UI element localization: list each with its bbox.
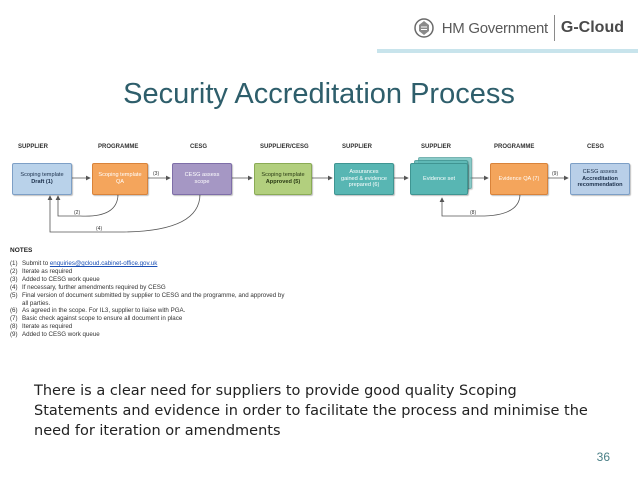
note-number: (6): [10, 307, 18, 315]
iterate-arrow: [442, 194, 520, 216]
box-label: Approved (5): [265, 179, 301, 185]
note-text: As agreed in the scope. For IL3, supplier to liaise with PGA.: [22, 307, 186, 315]
box-label: recommendation: [577, 182, 623, 189]
note-number: (7): [10, 315, 18, 323]
note-text: Added to CESG work queue: [22, 331, 100, 339]
note-number: (8): [10, 323, 18, 331]
scoping-template-approved-box: [254, 163, 312, 195]
evidence-qa-box: [490, 163, 548, 195]
note-text: Added to CESG work queue: [22, 275, 100, 283]
column-header: SUPPLIER: [18, 144, 49, 150]
note-item: [10, 284, 410, 292]
note-item: [10, 260, 410, 268]
box-label: Scoping template: [261, 172, 305, 179]
note-text: If necessary, further amendments required by CESG: [22, 283, 166, 291]
edge-label: (9): [552, 171, 559, 177]
hm-government-text: HM Government: [441, 19, 548, 37]
iterate-arrow: [58, 194, 118, 216]
accreditation-process-diagram: [10, 140, 630, 240]
note-item: [10, 300, 410, 308]
note-number: (5): [10, 291, 18, 299]
slide-title: Security Accreditation Process: [123, 78, 515, 110]
box-label: gained & evidence: [340, 175, 388, 182]
evidence-set-box: [410, 163, 468, 195]
box-label: Accreditation: [582, 175, 618, 182]
cesg-assess-scope-box: [172, 163, 232, 195]
note-item: [10, 268, 410, 276]
note-text: Iterate as required: [22, 267, 73, 275]
edge-label: (4): [96, 226, 103, 232]
cesg-accreditation-box: [570, 163, 630, 195]
box-label: Assurances: [349, 168, 379, 175]
note-number: (1): [10, 260, 18, 267]
scoping-template-draft-box: [12, 163, 72, 195]
box-label: QA: [115, 179, 125, 185]
column-header: PROGRAMME: [98, 144, 139, 150]
column-header: PROGRAMME: [494, 144, 535, 150]
assurances-box: [334, 163, 394, 195]
note-number: (2): [10, 267, 18, 275]
edge-label: (3): [153, 171, 160, 177]
royal-crest-icon: [412, 16, 436, 40]
amend-arrow: [50, 194, 200, 232]
note-item: [10, 331, 410, 339]
logo-divider: [554, 15, 555, 41]
box-label: Scoping template: [98, 172, 142, 179]
column-header: SUPPLIER: [421, 144, 452, 150]
notes-section: [10, 247, 410, 339]
scoping-template-qa-box: [92, 163, 148, 195]
note-text: Submit to: [22, 260, 50, 267]
note-item: [10, 292, 410, 300]
note-number: (3): [10, 275, 18, 283]
g-cloud-text: G-Cloud: [560, 19, 624, 36]
box-label: Scoping template: [20, 172, 64, 179]
hm-government-g-cloud-logo: [412, 10, 624, 46]
note-item: [10, 315, 410, 323]
box-label: scope: [194, 179, 210, 185]
notes-title: NOTES: [10, 247, 33, 254]
summary-text: There is a clear need for suppliers to provide good quality Scoping Statements and evidence in order to facilitate the process and minimise the need for iteration or amendments: [34, 383, 588, 439]
box-label: Evidence QA (7): [498, 175, 540, 182]
box-label: CESG assess: [184, 172, 220, 179]
column-header: CESG: [190, 144, 208, 150]
column-header: CESG: [587, 144, 605, 150]
column-header: SUPPLIER: [342, 144, 373, 150]
note-text: Final version of document submitted by supplier to CESG and the programme, and approved by: [22, 291, 285, 299]
note-item: [10, 307, 410, 315]
edge-label: (8): [470, 210, 477, 216]
box-label: prepared (6): [348, 182, 380, 189]
note-number: (9): [10, 331, 18, 339]
page-number: 36: [596, 450, 610, 464]
edge-label: (2): [74, 210, 81, 216]
box-label: Draft (1): [31, 179, 53, 185]
box-label: CESG assess: [582, 168, 618, 175]
note-text: Basic check against scope to ensure all document in place: [22, 315, 183, 323]
enquiries-email-link[interactable]: enquiries@gcloud.cabinet-office.gov.uk: [49, 260, 158, 267]
note-number: (4): [10, 283, 18, 291]
note-text: Iterate as required: [22, 323, 73, 331]
box-label: Evidence set: [422, 175, 456, 182]
header-accent-line: [377, 49, 638, 53]
column-header: SUPPLIER/CESG: [260, 144, 309, 150]
note-text: all parties.: [22, 299, 51, 307]
note-item: [10, 276, 410, 284]
note-item: [10, 323, 410, 331]
